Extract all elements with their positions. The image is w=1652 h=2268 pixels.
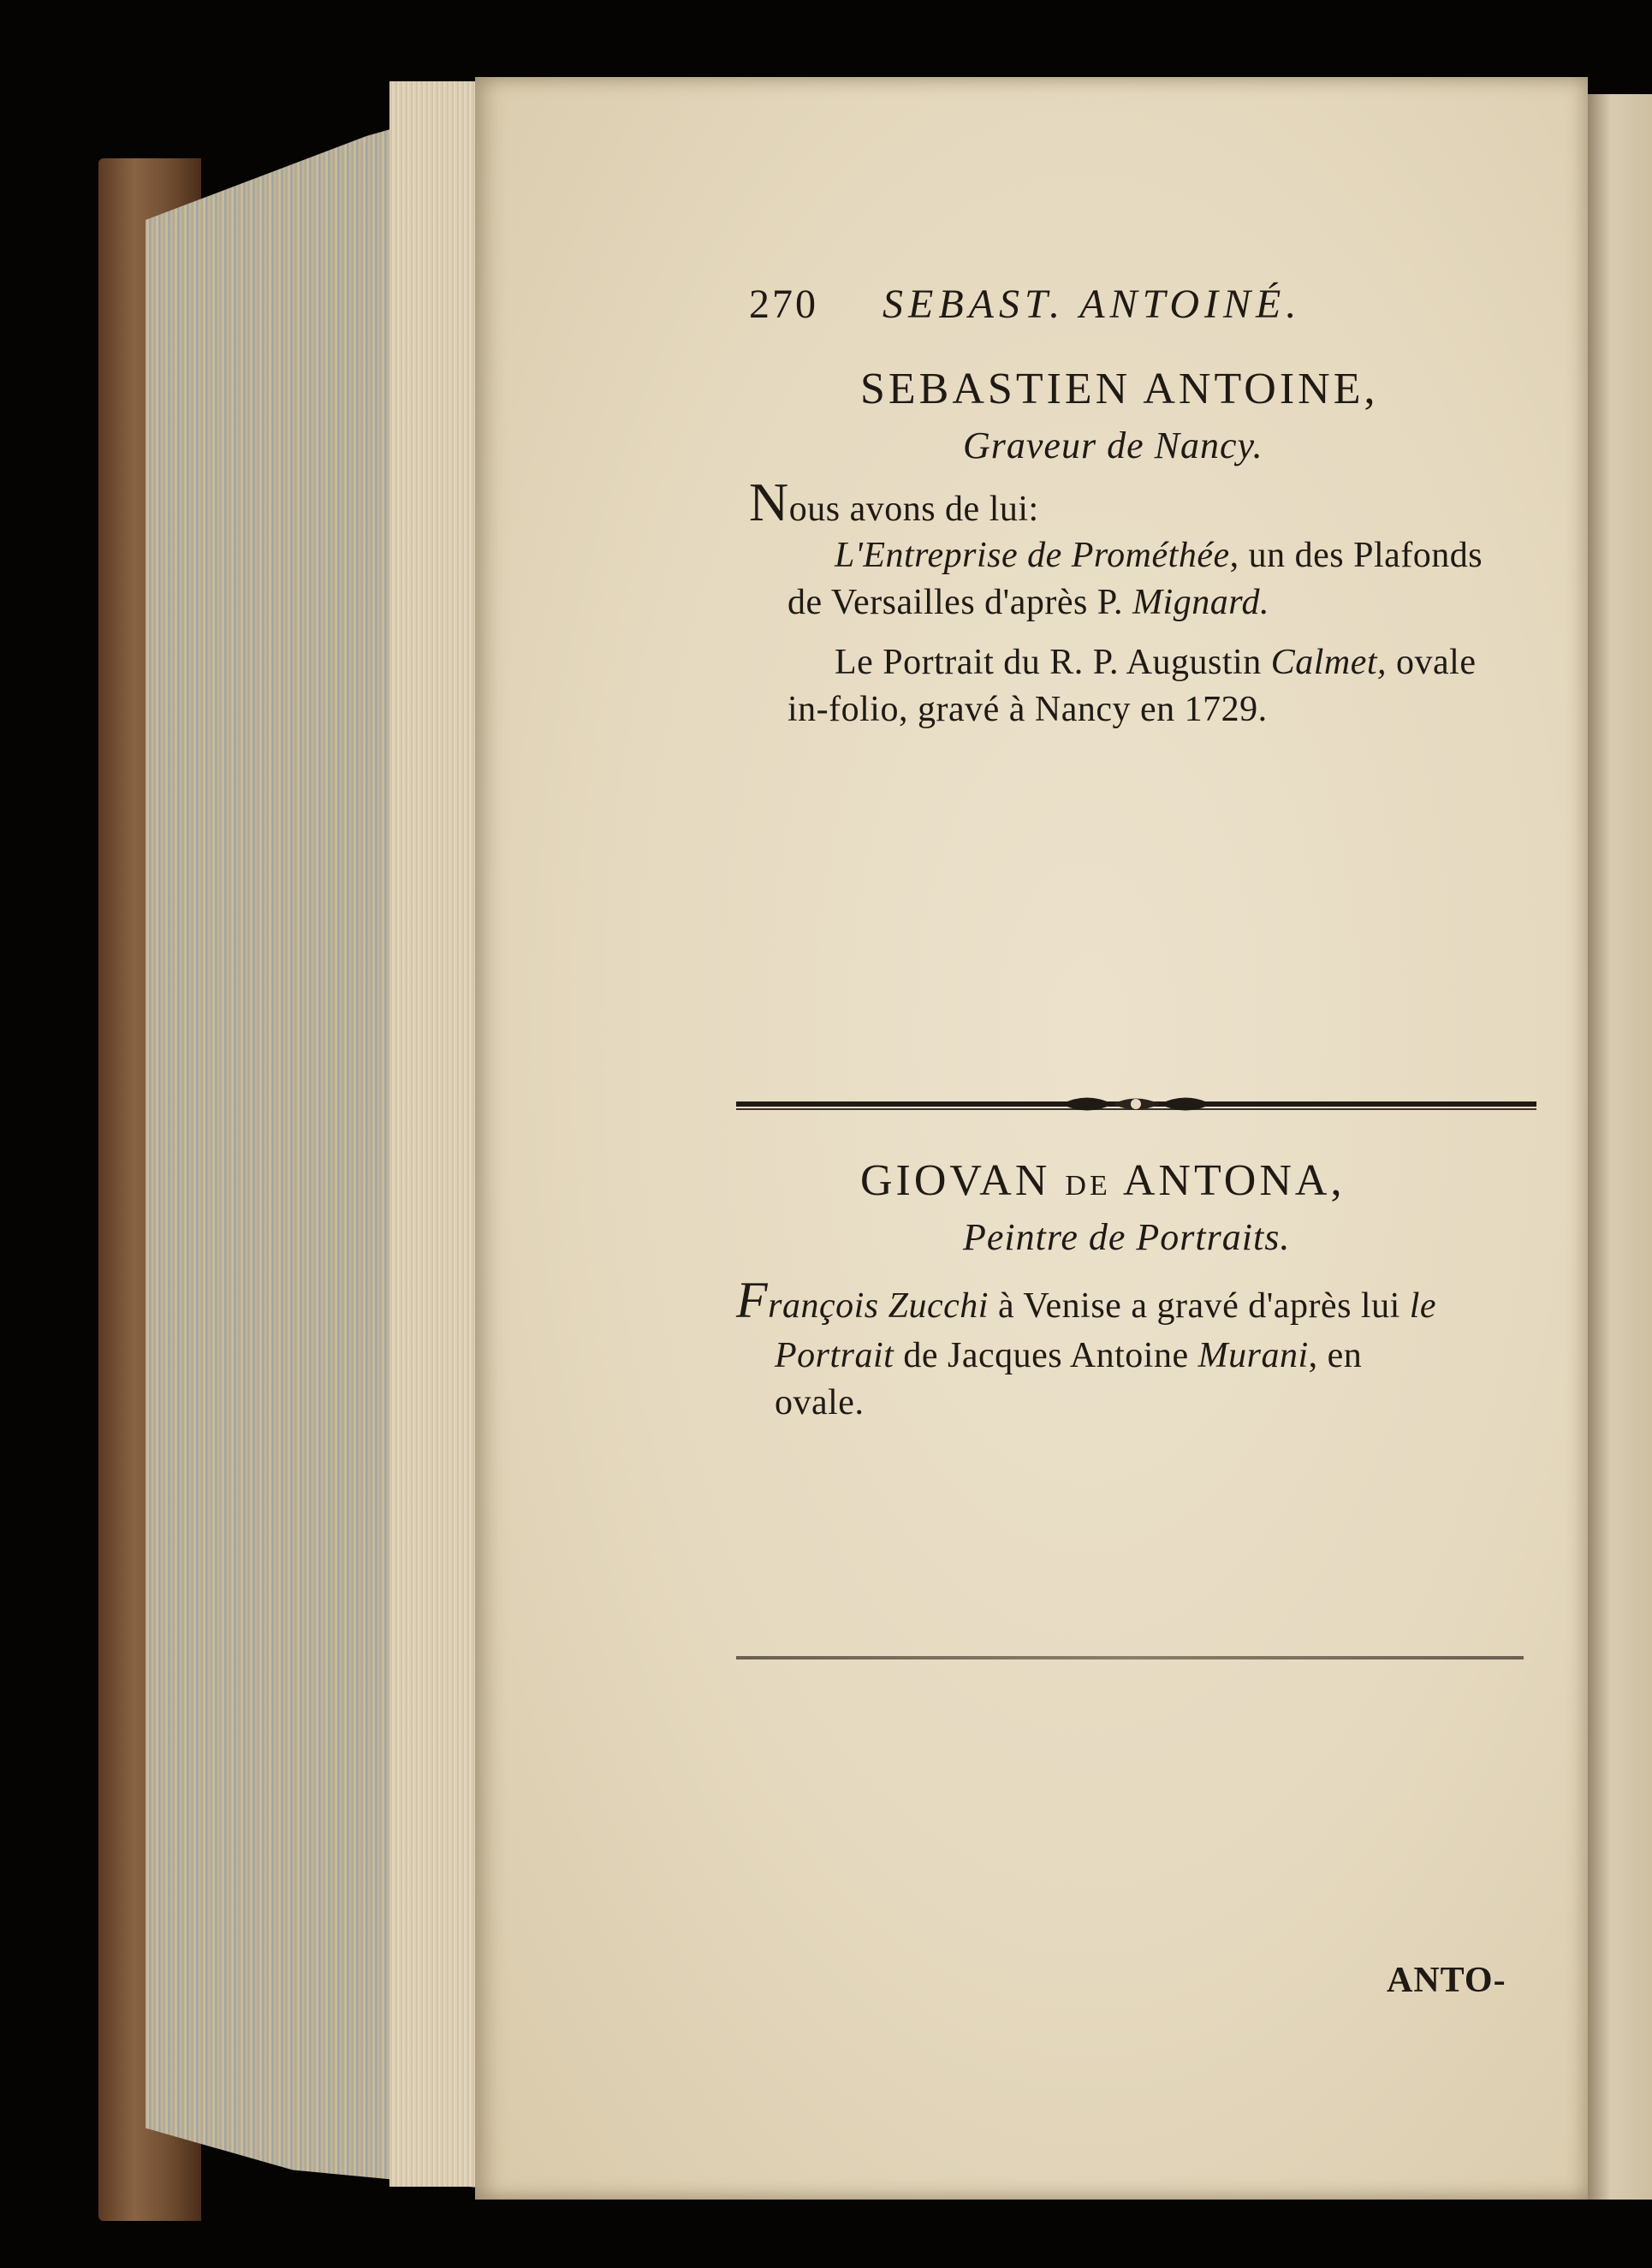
ornamental-divider [736,1091,1536,1117]
entry-text: François Zucchi à Venise a gravé d'après lui le [736,1272,1437,1328]
entry-subtitle-sebastien: Graveur de Nancy. [963,425,1263,466]
entry-text: Portrait de Jacques Antoine Murani, en [775,1336,1363,1375]
entry-title-giovan: GIOVAN DE ANTONA, [860,1156,1346,1205]
running-head: SEBAST. ANTOINÉ. [882,282,1302,327]
entry-text: ovale. [775,1383,865,1422]
catchword: ANTO- [1387,1961,1506,2000]
section-rule [736,1656,1524,1659]
page-edges [389,81,484,2187]
work-line: in-folio, gravé à Nancy en 1729. [787,690,1268,729]
work-line: L'Entreprise de Prométhée, un des Plafonds [835,536,1483,575]
facing-page-edge [1584,94,1652,2200]
work-line: Le Portrait du R. P. Augustin Calmet, ovale [835,643,1477,682]
work-line: de Versailles d'après P. Mignard. [787,583,1270,622]
entry-intro: Nous avons de lui: [749,472,1039,532]
entry-title-sebastien: SEBASTIEN ANTOINE, [860,365,1379,413]
page-number: 270 [749,282,818,327]
entry-subtitle-giovan: Peintre de Portraits. [963,1216,1291,1258]
book-page [475,77,1588,2200]
page-header [749,281,1301,328]
